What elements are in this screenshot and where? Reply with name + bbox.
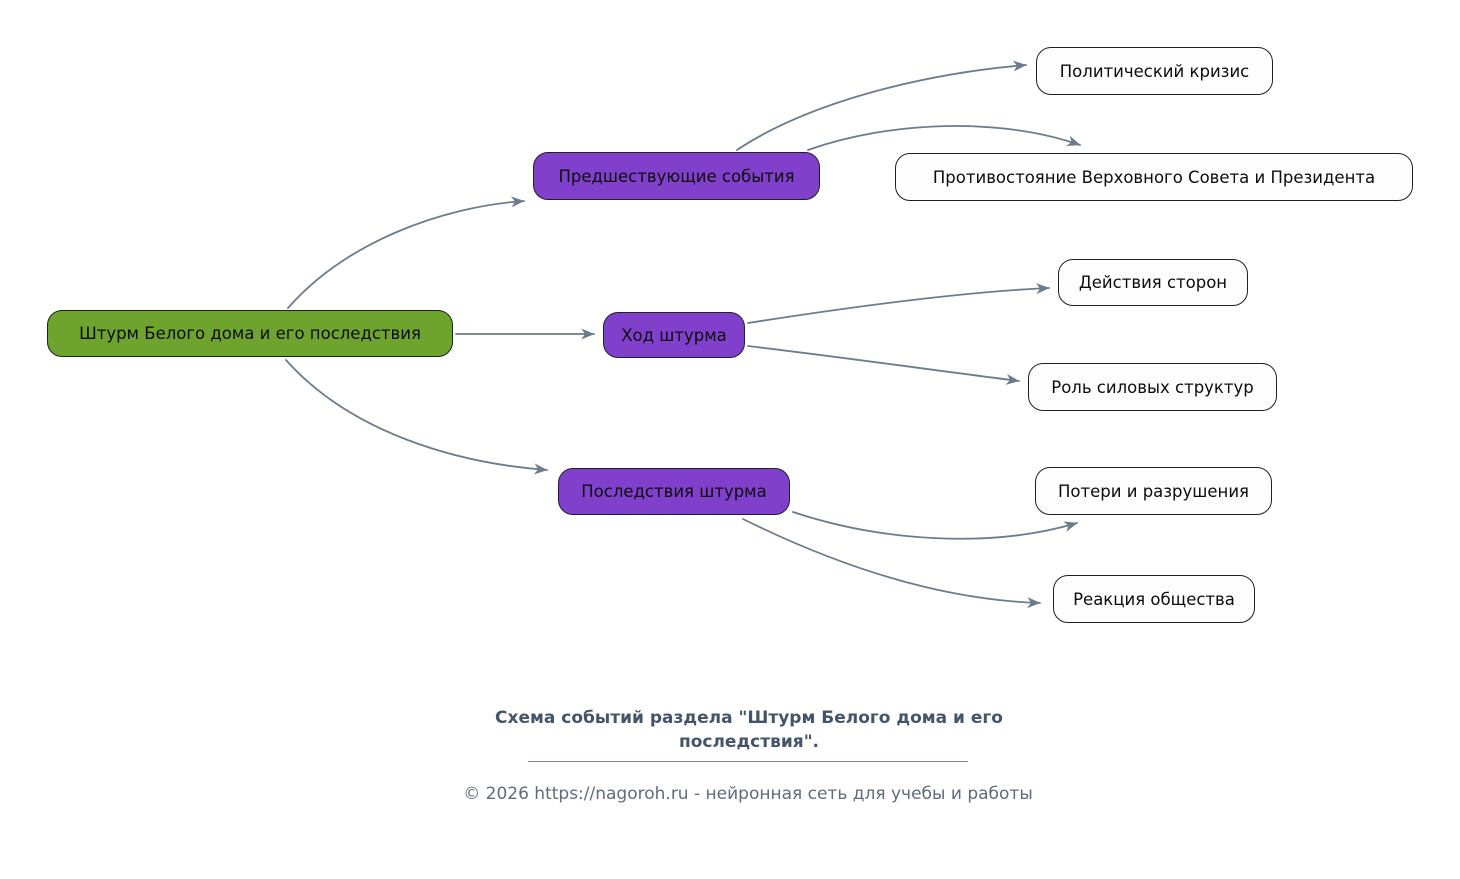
root-node-assault-white-house: Штурм Белого дома и его последствия <box>47 310 453 357</box>
caption-separator-line <box>528 761 968 762</box>
leaf-node-confrontation-supreme-council: Противостояние Верховного Совета и Президента <box>895 153 1413 201</box>
copyright-footer: © 2026 https://nagoroh.ru - нейронная сеть для учебы и работы <box>463 784 1033 804</box>
diagram-caption: Схема событий раздела "Штурм Белого дома и его последствия". <box>495 708 1003 753</box>
leaf-node-role-of-force-structures: Роль силовых структур <box>1028 363 1277 411</box>
branch-node-aftermath: Последствия штурма <box>558 468 790 515</box>
edge-course-to-actions <box>748 288 1049 323</box>
leaf-node-political-crisis: Политический кризис <box>1036 47 1273 95</box>
edge-preceding-to-political-crisis <box>737 65 1026 150</box>
edge-root-to-aftermath <box>286 360 547 470</box>
branch-node-preceding-events: Предшествующие события <box>533 152 820 200</box>
leaf-node-society-reaction: Реакция общества <box>1053 575 1255 623</box>
leaf-node-actions-of-parties: Действия сторон <box>1058 259 1248 306</box>
edge-aftermath-to-losses <box>793 512 1077 539</box>
branch-node-assault-course: Ход штурма <box>603 312 745 358</box>
edge-aftermath-to-society-reaction <box>743 519 1040 603</box>
edge-root-to-preceding-events <box>288 201 524 308</box>
edge-preceding-to-confrontation <box>808 126 1080 150</box>
edge-course-to-force-structures <box>748 346 1019 381</box>
leaf-node-losses-and-destruction: Потери и разрушения <box>1035 467 1272 515</box>
